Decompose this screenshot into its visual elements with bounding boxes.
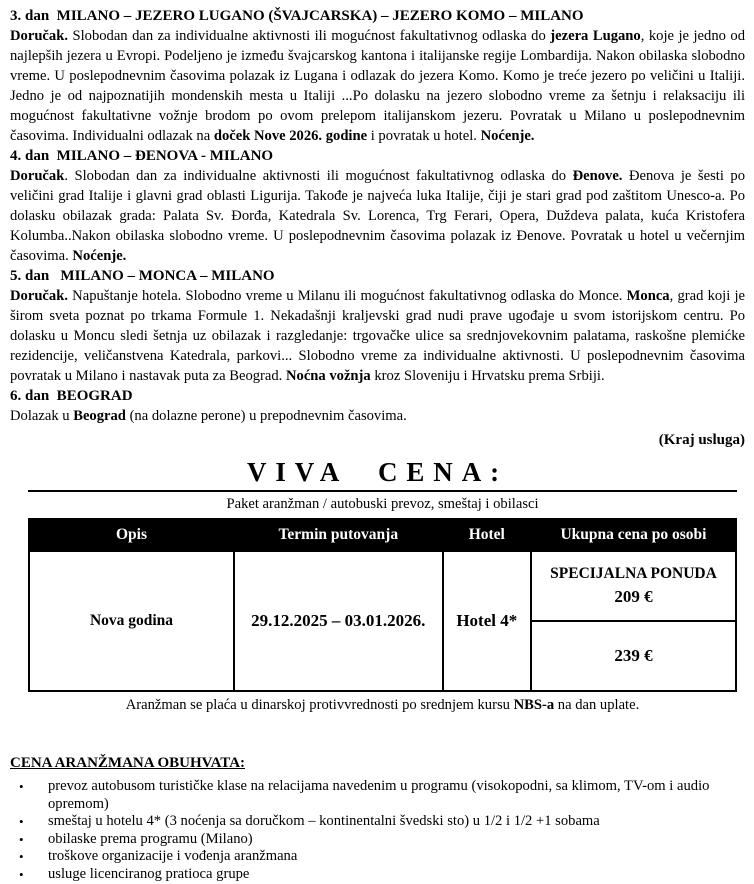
price-table-header-row	[29, 519, 736, 551]
day-6-heading: 6. dan BEOGRAD	[10, 388, 133, 404]
include-item-guide	[10, 866, 745, 884]
cell-hotel: Hotel 4*	[443, 551, 531, 691]
cell-regular-price	[531, 621, 736, 691]
day-3-heading: 3. dan MILANO – JEZERO LUGANO (ŠVAJCARSKA) – JEZERO KOMO – MILANO	[10, 8, 584, 24]
price-section-title: VIVA CENA:	[246, 457, 509, 487]
day-5-heading: 5. dan MILANO – MONCA – MILANO	[10, 268, 275, 284]
day-6-section	[10, 386, 745, 426]
includes-heading: CENA ARANŽMANA OBUHVATA:	[10, 755, 246, 771]
includes-list	[10, 778, 745, 884]
bullet-icon: •	[19, 814, 24, 830]
end-of-services-note: (Kraj usluga)	[658, 432, 745, 448]
include-item-text: prevoz autobusom turističke klase na relacijama navedenim u programu (visokopodni, sa klimom, TV-om i audio opremom)	[48, 778, 710, 812]
cell-termin: 29.12.2025 – 03.01.2026.	[234, 551, 443, 691]
day-3-section	[10, 6, 745, 146]
day-3-text: Doručak. Slobodan dan za individualne aktivnosti ili mogućnost fakultativnog odlaska do jezera Lugano, koje je jedno od najlepših jezera u Evropi. Podeljeno je između švajcarskog kantona i italijanske regije Lombardija. Nakon obilaska slobodno vreme. U poslepodnevnim časovima polazak iz Lugana i odlazak do jezera Komo. Komo je treće jezero po veličini u Italiji. Jedno je od najpoznatijih mondenskih mesta u Italiji ...Po dolasku na jezero slobodno vreme za šetnju i relaksaciju ili mogućnost fakultativne vožnje brodom po ovom prelepom italijanskom jezeru. Povratak u Milano u poslepodnevnim časovima. Individualni odlazak na doček Nove 2026. godine i povratak u hotel. Noćenje.	[10, 28, 745, 144]
day-5-section	[10, 266, 745, 386]
include-item-text: usluge licenciranog pratioca grupe	[48, 865, 250, 882]
bullet-icon: •	[19, 831, 24, 847]
day-5-text: Doručak. Napuštanje hotela. Slobodno vreme u Milanu ili mogućnost fakultativnog odlaska do Monce. Monca, grad koji je širom sveta poznat po trkama Formule 1. Nekadašnji kraljevski grad nudi prave ugođaje u svom istorijskom centru. Po dolasku u Moncu sledi šetnja uz obilazak i razgledanje: trgovačke ulice sa srednjovekovnim palatama, raskošne plemićke rezidencije, veličanstvena Katedrala, parkovi... Slobodno vreme za individualne aktivnosti. U poslepodnevnim časovima povratak u Milano i nastavak puta za Beograd. Noćna vožnja kroz Sloveniju i Hrvatsku prema Srbiji.	[10, 288, 745, 384]
include-item-accommodation	[10, 813, 745, 831]
price-table-row-special	[29, 551, 736, 621]
include-item-transport	[10, 778, 745, 813]
special-offer-label: SPECIJALNA PONUDA	[550, 565, 717, 582]
package-subtitle: Paket aranžman / autobuski prevoz, smeštaj i obilasci	[226, 496, 539, 512]
bullet-icon: •	[19, 849, 24, 865]
regular-price: 239 €	[614, 646, 653, 665]
include-item-tours	[10, 831, 745, 849]
price-block	[28, 490, 737, 715]
include-item-organization	[10, 848, 745, 866]
payment-note: Aranžman se plaća u dinarskoj protivvrednosti po srednjem kursu NBS-a na dan uplate.	[125, 697, 640, 713]
title-divider-rule	[28, 490, 737, 492]
special-offer-price: 209 €	[614, 587, 653, 606]
day-4-section	[10, 146, 745, 266]
price-table	[28, 518, 737, 692]
bullet-icon: •	[19, 779, 24, 794]
cell-opis: Nova godina	[29, 551, 234, 691]
day-4-heading: 4. dan MILANO – ĐENOVA - MILANO	[10, 148, 274, 164]
include-item-text: obilaske prema programu (Milano)	[48, 830, 253, 847]
price-includes-section	[10, 753, 745, 884]
header-hotel: Hotel	[443, 519, 531, 551]
include-item-text: troškove organizacije i vođenja aranžmana	[48, 848, 298, 865]
header-termin: Termin putovanja	[234, 519, 443, 551]
cell-special-price	[531, 551, 736, 621]
header-opis: Opis	[29, 519, 234, 551]
include-item-text: smeštaj u hotelu 4* (3 noćenja sa doručkom – kontinentalni švedski sto) u 1/2 i 1/2 +1 sobama	[48, 813, 600, 830]
header-ukupna-cena: Ukupna cena po osobi	[531, 519, 736, 551]
day-4-text: Doručak. Slobodan dan za individualne aktivnosti ili mogućnost fakultativnog odlaska do Đenove. Đenova je šesti po veličini grad Italije i glavni grad oblasti Ligurija. Takođe je najveća luka Italije, čiji je stari grad pod zaštitom Unesco-a. Po dolasku obilazak grada: Palata Sv. Đorđa, Katedrala Sv. Lorenca, Trg Ferari, Opera, Duždeva palata, kuća Kristofera Kolumba..Nakon obilaska slobodno vreme. U poslepodnevnim časovima polazak iz Đenove. Povratak u hotel u večernjim časovima. Noćenje.	[10, 168, 745, 264]
day-6-text: Dolazak u Beograd (na dolazne perone) u prepodnevnim časovima.	[10, 408, 407, 424]
bullet-icon: •	[19, 866, 24, 882]
